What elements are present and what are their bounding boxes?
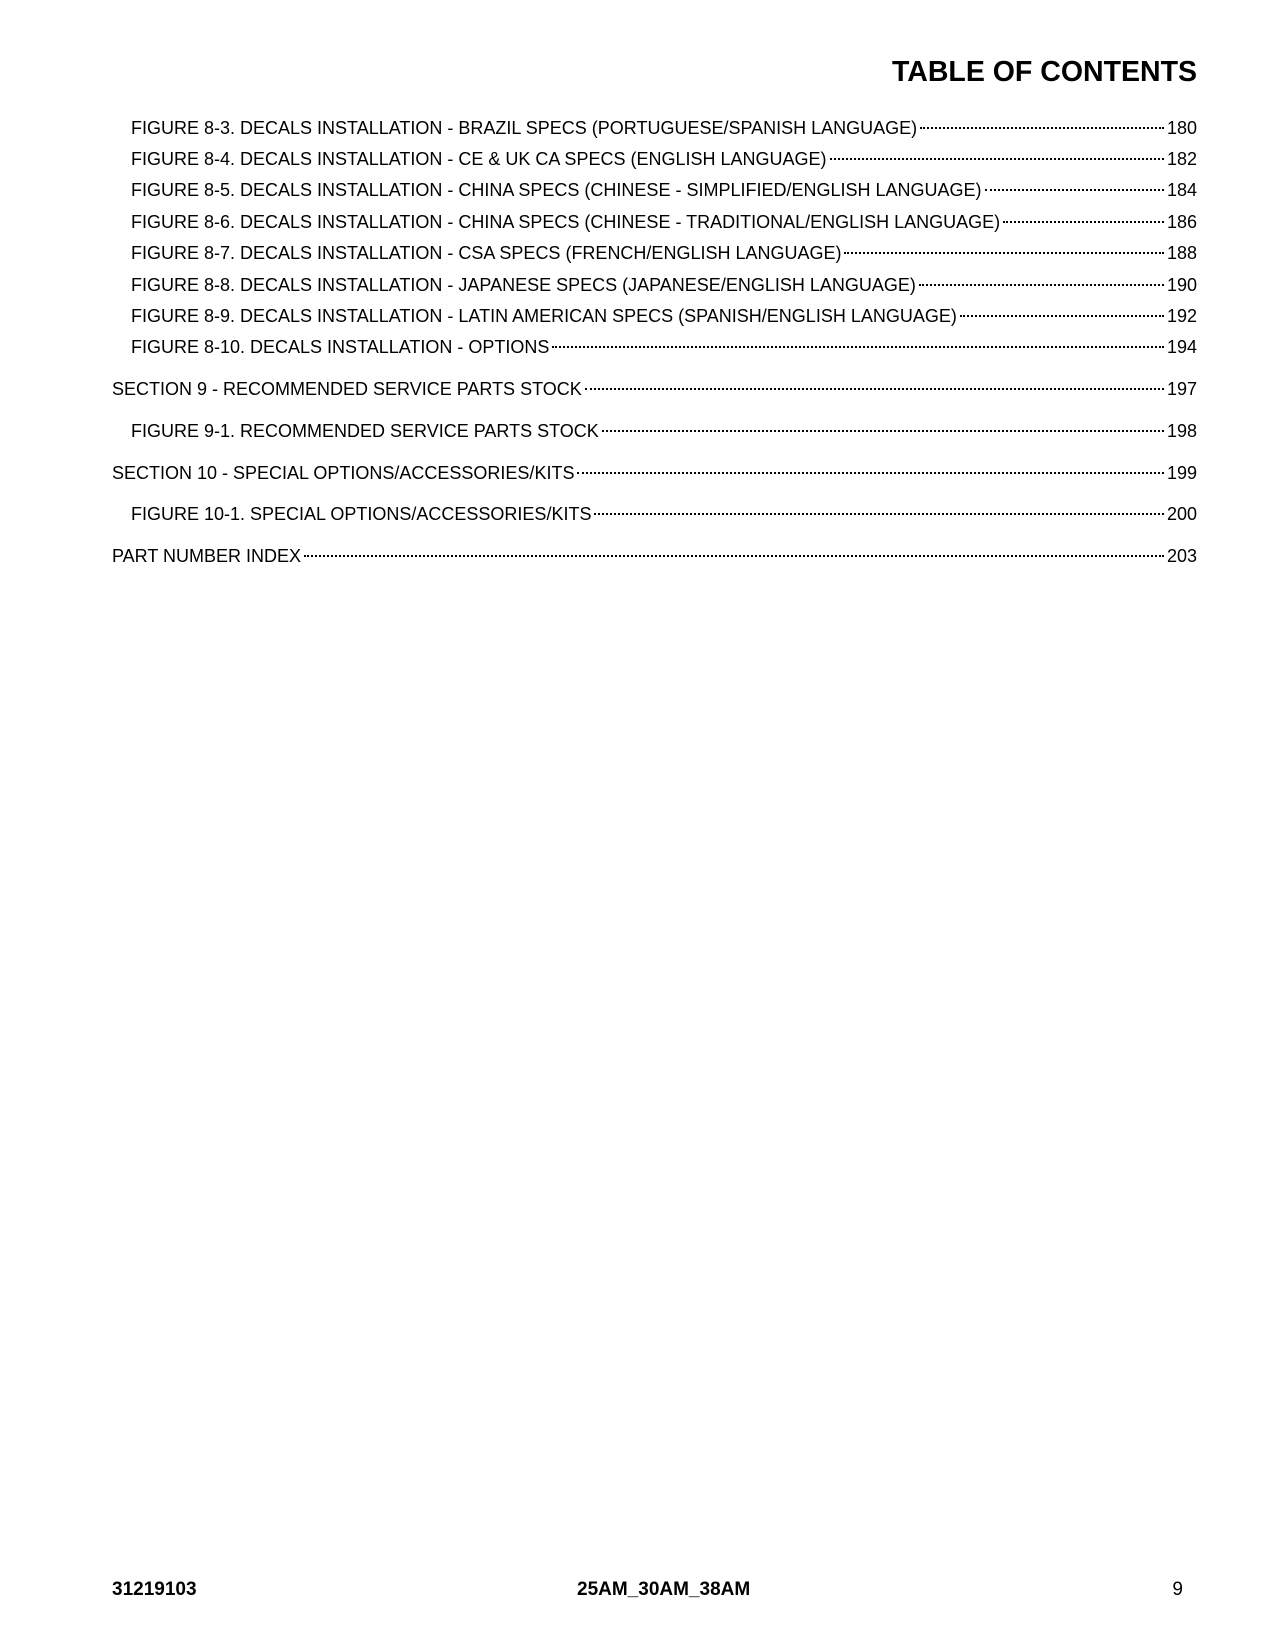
toc-entry-label: SECTION 10 - SPECIAL OPTIONS/ACCESSORIES/KITS — [112, 463, 575, 483]
document-number: 31219103 — [112, 1579, 197, 1600]
toc-entry-label: FIGURE 9-1. RECOMMENDED SERVICE PARTS STOCK — [131, 421, 599, 441]
dot-leader — [585, 373, 1164, 395]
toc-entry-page: 190 — [1166, 275, 1197, 295]
toc-entry-page: 198 — [1166, 421, 1197, 441]
dot-leader — [602, 415, 1164, 437]
model-name: 25AM_30AM_38AM — [577, 1579, 751, 1600]
toc-entry-page: 200 — [1166, 504, 1197, 524]
toc-entry[interactable] — [131, 237, 1197, 263]
toc-entry-page: 194 — [1166, 337, 1197, 357]
toc-entry-label: FIGURE 8-6. DECALS INSTALLATION - CHINA SPECS (CHINESE - TRADITIONAL/ENGLISH LANGUAGE) — [131, 212, 1001, 232]
toc-entry-page: 203 — [1166, 546, 1197, 566]
toc-entry[interactable] — [131, 206, 1197, 232]
dot-leader — [844, 237, 1163, 259]
dot-leader — [960, 300, 1164, 322]
toc-entry[interactable] — [131, 331, 1197, 357]
toc-entry-label: FIGURE 8-4. DECALS INSTALLATION - CE & UK CA SPECS (ENGLISH LANGUAGE) — [131, 149, 827, 169]
toc-entry-page: 197 — [1166, 379, 1197, 399]
dot-leader — [1003, 206, 1164, 228]
dot-leader — [985, 174, 1164, 196]
dot-leader — [830, 143, 1164, 165]
toc-entry[interactable] — [131, 269, 1197, 295]
toc-entry-label: FIGURE 8-10. DECALS INSTALLATION - OPTIONS — [131, 337, 550, 357]
toc-entry-page: 186 — [1166, 212, 1197, 232]
dot-leader — [919, 269, 1164, 291]
toc-entry-label: FIGURE 8-3. DECALS INSTALLATION - BRAZIL SPECS (PORTUGUESE/SPANISH LANGUAGE) — [131, 118, 918, 138]
toc-entry-label: PART NUMBER INDEX — [112, 546, 302, 566]
toc-section-entry[interactable] — [112, 540, 1197, 566]
dot-leader — [577, 457, 1164, 479]
page-number: 9 — [1172, 1579, 1183, 1600]
toc-entry-label: FIGURE 10-1. SPECIAL OPTIONS/ACCESSORIES/KITS — [131, 504, 592, 524]
toc-entry[interactable] — [131, 300, 1197, 326]
toc-entry-page: 188 — [1166, 243, 1197, 263]
toc-entry-label: FIGURE 8-7. DECALS INSTALLATION - CSA SPECS (FRENCH/ENGLISH LANGUAGE) — [131, 243, 842, 263]
page-footer — [0, 1578, 1275, 1602]
toc-entry[interactable] — [131, 415, 1197, 441]
toc-entry-page: 180 — [1166, 118, 1197, 138]
toc-entry-page: 199 — [1166, 463, 1197, 483]
page-title: TABLE OF CONTENTS — [891, 56, 1197, 88]
toc-entry[interactable] — [131, 143, 1197, 169]
toc-entry[interactable] — [131, 498, 1197, 524]
toc-entry-page: 184 — [1166, 180, 1197, 200]
dot-leader — [594, 498, 1164, 520]
dot-leader — [920, 112, 1164, 134]
toc-entry-label: FIGURE 8-9. DECALS INSTALLATION - LATIN AMERICAN SPECS (SPANISH/ENGLISH LANGUAGE) — [131, 306, 957, 326]
toc-entry-page: 192 — [1166, 306, 1197, 326]
toc-entry[interactable] — [131, 112, 1197, 138]
dot-leader — [304, 540, 1164, 562]
toc-section-entry[interactable] — [112, 457, 1197, 483]
toc-entry-label: SECTION 9 - RECOMMENDED SERVICE PARTS STOCK — [112, 379, 582, 399]
toc-entry-page: 182 — [1166, 149, 1197, 169]
toc-entry[interactable] — [131, 174, 1197, 200]
toc-entry-label: FIGURE 8-5. DECALS INSTALLATION - CHINA SPECS (CHINESE - SIMPLIFIED/ENGLISH LANGUAGE) — [131, 180, 982, 200]
toc-entry-label: FIGURE 8-8. DECALS INSTALLATION - JAPANESE SPECS (JAPANESE/ENGLISH LANGUAGE) — [131, 275, 916, 295]
dot-leader — [552, 331, 1164, 353]
toc-section-entry[interactable] — [112, 373, 1197, 399]
